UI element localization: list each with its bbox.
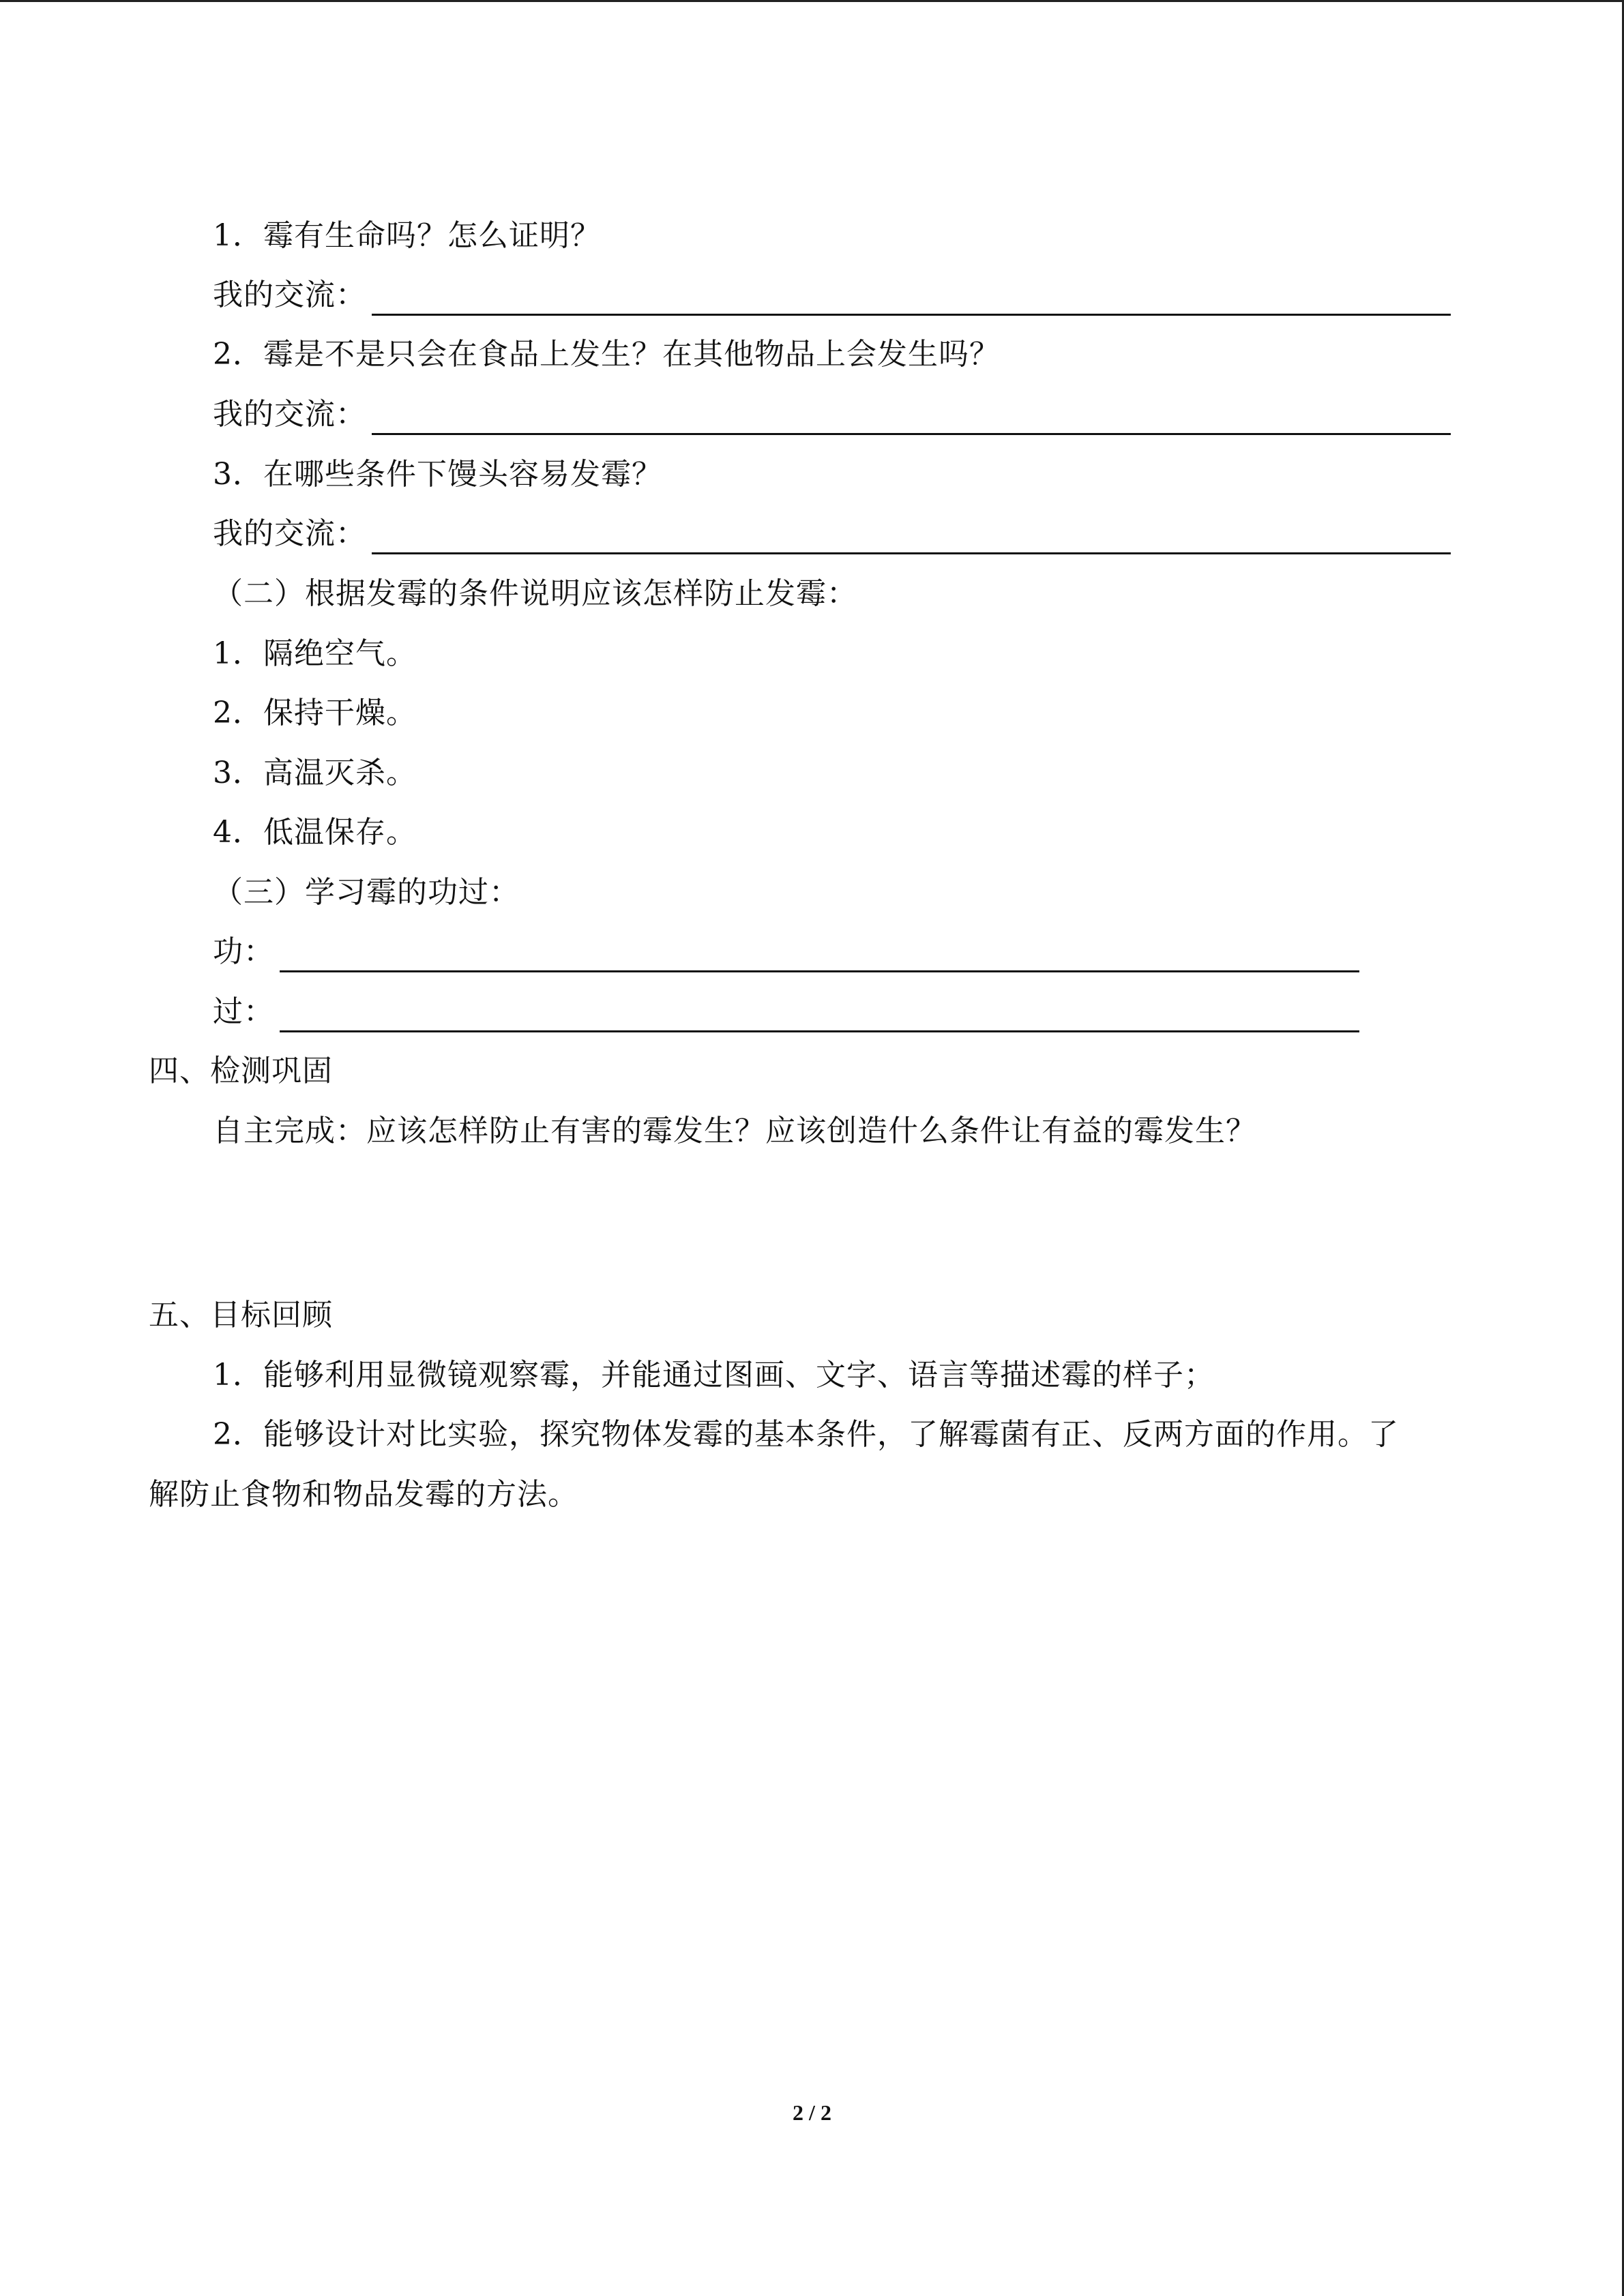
- goal-1: 1．能够利用显微镜观察霉，并能通过图画、文字、语言等描述霉的样子；: [213, 1358, 1215, 1392]
- merit-blank[interactable]: [280, 938, 1359, 972]
- merit-label: 功：: [213, 934, 274, 969]
- goal-2-line-2: 解防止食物和物品发霉的方法。: [149, 1477, 578, 1512]
- answer-row-3: [213, 513, 1451, 554]
- answer-row-2: [213, 394, 1451, 435]
- question-2: 2．霉是不是只会在食品上发生？在其他物品上会发生吗？: [213, 337, 1000, 372]
- question-3: 3．在哪些条件下馒头容易发霉？: [213, 457, 662, 492]
- answer-blank-2[interactable]: [372, 400, 1451, 435]
- prevention-item-1: 1．隔绝空气。: [213, 636, 417, 671]
- fault-row: [213, 992, 1359, 1032]
- prevention-heading: （二）根据发霉的条件说明应该怎样防止发霉：: [213, 576, 857, 611]
- answer-blank-1[interactable]: [372, 281, 1451, 316]
- merit-row: [213, 931, 1359, 972]
- answer-row-1: [213, 275, 1451, 316]
- section-4-heading: 四、检测巩固: [149, 1054, 333, 1088]
- question-1: 1．霉有生命吗？怎么证明？: [213, 218, 601, 253]
- prevention-item-4: 4．低温保存。: [213, 815, 417, 850]
- section-5-heading: 五、目标回顾: [149, 1298, 333, 1332]
- page-number: 2 / 2: [793, 2100, 831, 2125]
- fault-blank[interactable]: [280, 998, 1359, 1032]
- answer-label: 我的交流：: [213, 278, 366, 312]
- section-4-task: 自主完成：应该怎样防止有害的霉发生？应该创造什么条件让有益的霉发生？: [213, 1114, 1256, 1148]
- goal-2-line-1: 2．能够设计对比实验，探究物体发霉的基本条件，了解霉菌有正、反两方面的作用。了: [213, 1417, 1399, 1452]
- prevention-item-2: 2．保持干燥。: [213, 696, 417, 730]
- answer-blank-3[interactable]: [372, 520, 1451, 554]
- prevention-item-3: 3．高温灭杀。: [213, 756, 417, 790]
- page-border-top: [0, 0, 1624, 2]
- answer-label: 我的交流：: [213, 397, 366, 432]
- fault-label: 过：: [213, 994, 274, 1029]
- merits-heading: （三）学习霉的功过：: [213, 875, 520, 910]
- answer-label: 我的交流：: [213, 516, 366, 551]
